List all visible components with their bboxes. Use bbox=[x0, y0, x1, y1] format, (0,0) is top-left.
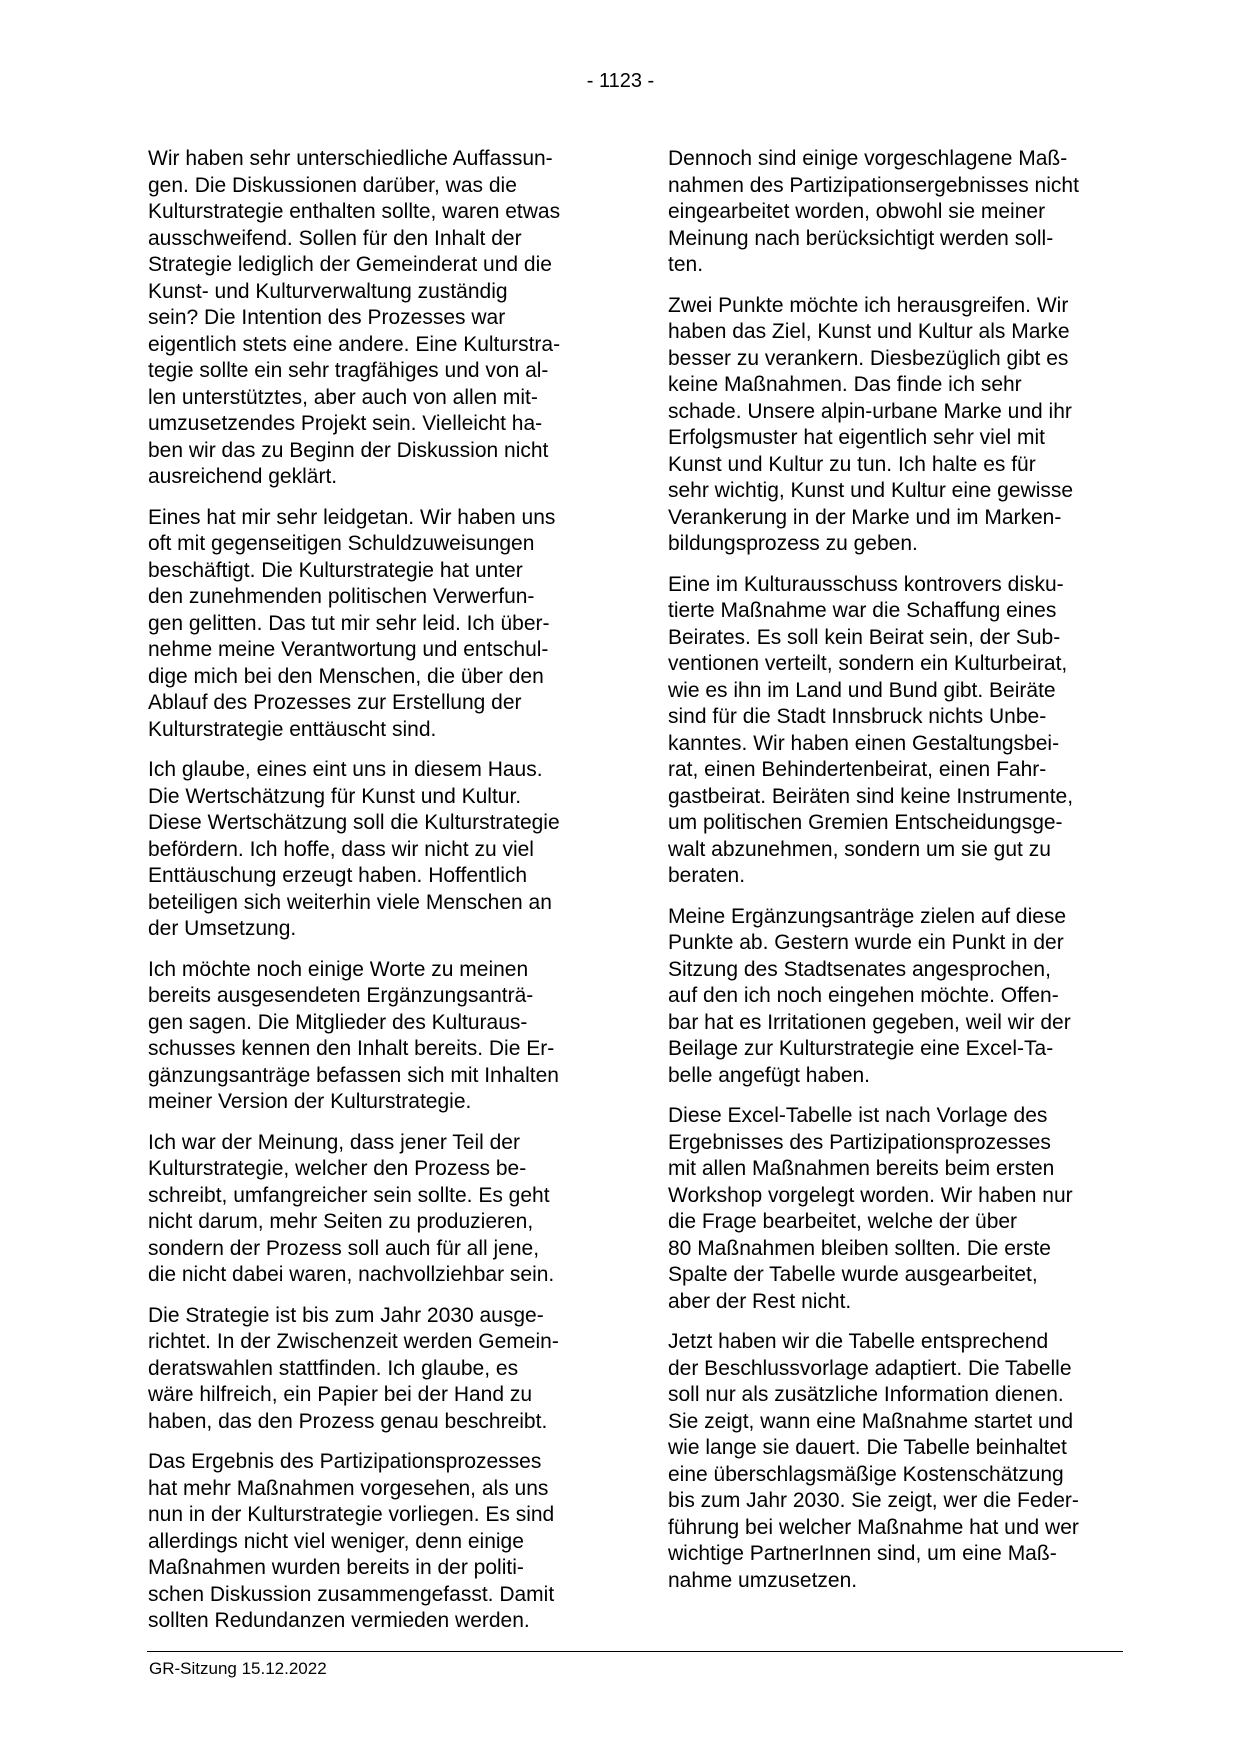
text-line: Eine im Kulturausschuss kontrovers disku- bbox=[668, 572, 1064, 596]
text-line: ten. bbox=[668, 253, 704, 276]
text-line: rat, einen Behindertenbeirat, einen Fahr- bbox=[668, 758, 1047, 781]
text-line: die nicht dabei waren, nachvollziehbar sein. bbox=[148, 1263, 555, 1286]
text-line: oft mit gegenseitigen Schuldzuweisungen bbox=[148, 532, 535, 555]
text-line: Die Wertschätzung für Kunst und Kultur. bbox=[148, 784, 522, 808]
text-line: Dennoch sind einige vorgeschlagene Maß- bbox=[668, 147, 1068, 170]
text-line: schen Diskussion zusammengefasst. Damit bbox=[148, 1582, 555, 1606]
text-line: nun in der Kulturstrategie vorliegen. Es sind bbox=[148, 1503, 555, 1526]
text-line: 80 Maßnahmen bleiben sollten. Die erste bbox=[668, 1236, 1051, 1260]
paragraph bbox=[668, 146, 1128, 279]
text-line: allerdings nicht viel weniger, denn einige bbox=[148, 1529, 524, 1553]
text-line: Erfolgsmuster hat eigentlich sehr viel mit bbox=[668, 426, 1045, 449]
text-line: wie lange sie dauert. Die Tabelle beinhaltet bbox=[668, 1436, 1067, 1459]
text-line: Eines hat mir sehr leidgetan. Wir haben uns bbox=[148, 505, 556, 529]
paragraph bbox=[668, 1103, 1128, 1315]
text-line: gen. Die Diskussionen darüber, was die bbox=[148, 173, 517, 197]
text-line: haben, das den Prozess genau beschreibt. bbox=[148, 1409, 548, 1433]
text-line: Kunst- und Kulturverwaltung zuständig bbox=[148, 279, 508, 303]
text-line: Sie zeigt, wann eine Maßnahme startet und bbox=[668, 1409, 1074, 1433]
paragraph bbox=[148, 1130, 602, 1289]
text-line: Kulturstrategie enthalten sollte, waren etwas bbox=[148, 200, 561, 223]
text-line: bar hat es Irritationen gegeben, weil wir der bbox=[668, 1010, 1071, 1034]
text-line: die Frage bearbeitet, welche der über bbox=[668, 1210, 1018, 1233]
text-line: Die Strategie ist bis zum Jahr 2030 ausge- bbox=[148, 1303, 544, 1327]
text-line: mit allen Maßnahmen bereits beim ersten bbox=[668, 1157, 1055, 1180]
text-line: ausreichend geklärt. bbox=[148, 465, 338, 488]
paragraph bbox=[668, 1329, 1128, 1594]
text-line: Meinung nach berücksichtigt werden soll- bbox=[668, 226, 1054, 250]
text-line: sind für die Stadt Innsbruck nichts Unbe- bbox=[668, 705, 1047, 728]
text-line: der Beschlussvorlage adaptiert. Die Tabelle bbox=[668, 1356, 1072, 1380]
paragraph bbox=[668, 572, 1128, 890]
text-line: schusses kennen den Inhalt bereits. Die Er- bbox=[148, 1037, 555, 1060]
text-line: Ich glaube, eines eint uns in diesem Haus. bbox=[148, 758, 543, 781]
right-column bbox=[668, 146, 1128, 1608]
text-line: besser zu verankern. Diesbezüglich gibt es bbox=[668, 346, 1069, 370]
text-line: soll nur als zusätzliche Information dienen. bbox=[668, 1383, 1064, 1406]
text-line: Beilage zur Kulturstrategie eine Excel-Ta- bbox=[668, 1037, 1054, 1060]
text-line: hat mehr Maßnahmen vorgesehen, als uns bbox=[148, 1476, 549, 1500]
paragraph bbox=[148, 146, 602, 491]
text-line: Ergebnisses des Partizipationsprozesses bbox=[668, 1130, 1051, 1154]
text-line: umzusetzendes Projekt sein. Vielleicht ha- bbox=[148, 412, 543, 435]
text-line: Kulturstrategie enttäuscht sind. bbox=[148, 717, 437, 741]
text-line: Ich möchte noch einige Worte zu meinen bbox=[148, 957, 529, 981]
text-line: wäre hilfreich, ein Papier bei der Hand zu bbox=[148, 1383, 533, 1406]
text-line: beraten. bbox=[668, 864, 746, 887]
text-line: deratswahlen stattfinden. Ich glaube, es bbox=[148, 1356, 519, 1380]
text-line: Maßnahmen wurden bereits in der politi- bbox=[148, 1556, 524, 1579]
text-line: Jetzt haben wir die Tabelle entsprechend bbox=[668, 1330, 1049, 1353]
text-line: sein? Die Intention des Prozesses war bbox=[148, 306, 506, 329]
paragraph bbox=[148, 1449, 602, 1635]
text-line: gen sagen. Die Mitglieder des Kulturaus- bbox=[148, 1010, 528, 1034]
text-line: kanntes. Wir haben einen Gestaltungsbei- bbox=[668, 731, 1060, 755]
text-line: eine überschlagsmäßige Kostenschätzung bbox=[668, 1462, 1064, 1486]
paragraph bbox=[148, 505, 602, 744]
text-line: ben wir das zu Beginn der Diskussion nicht bbox=[148, 438, 549, 462]
text-line: um politischen Gremien Entscheidungsge- bbox=[668, 811, 1063, 834]
text-line: Spalte der Tabelle wurde ausgearbeitet, bbox=[668, 1263, 1038, 1286]
text-line: führung bei welcher Maßnahme hat und wer bbox=[668, 1515, 1079, 1539]
text-line: Diese Excel-Tabelle ist nach Vorlage des bbox=[668, 1104, 1048, 1127]
text-line: tegie sollte ein sehr tragfähiges und von al- bbox=[148, 359, 549, 382]
text-line: beschäftigt. Die Kulturstrategie hat unter bbox=[148, 558, 523, 582]
text-line: walt abzunehmen, sondern um sie gut zu bbox=[668, 837, 1051, 861]
text-line: bis zum Jahr 2030. Sie zeigt, wer die Feder- bbox=[668, 1489, 1079, 1512]
left-column bbox=[148, 146, 602, 1649]
text-line: Sitzung des Stadtsenates angesprochen, bbox=[668, 957, 1051, 981]
text-line: wichtige PartnerInnen sind, um eine Maß- bbox=[668, 1542, 1057, 1565]
text-line: Zwei Punkte möchte ich herausgreifen. Wir bbox=[668, 293, 1069, 317]
text-line: nahme umzusetzen. bbox=[668, 1568, 858, 1592]
text-line: Workshop vorgelegt worden. Wir haben nur bbox=[668, 1183, 1073, 1207]
text-line: den zunehmenden politischen Verwerfun- bbox=[148, 585, 535, 608]
text-line: sondern der Prozess soll auch für all jene, bbox=[148, 1236, 540, 1260]
text-line: Wir haben sehr unterschiedliche Auffassun- bbox=[148, 147, 553, 170]
footer-rule bbox=[147, 1651, 1123, 1652]
text-line: eingearbeitet worden, obwohl sie meiner bbox=[668, 200, 1046, 223]
paragraph bbox=[148, 1303, 602, 1436]
text-line: sollten Redundanzen vermieden werden. bbox=[148, 1609, 530, 1632]
text-line: nicht darum, mehr Seiten zu produzieren, bbox=[148, 1210, 534, 1233]
text-line: sehr wichtig, Kunst und Kultur eine gewisse bbox=[668, 479, 1074, 502]
text-line: dige mich bei den Menschen, die über den bbox=[148, 664, 544, 688]
text-line: len unterstütztes, aber auch von allen mit- bbox=[148, 385, 538, 409]
text-line: Punkte ab. Gestern wurde ein Punkt in der bbox=[668, 931, 1064, 954]
text-line: Ich war der Meinung, dass jener Teil der bbox=[148, 1130, 520, 1154]
text-line: ausschweifend. Sollen für den Inhalt der bbox=[148, 226, 522, 250]
text-line: Ablauf des Prozesses zur Erstellung der bbox=[148, 691, 522, 714]
text-line: tierte Maßnahme war die Schaffung eines bbox=[668, 599, 1057, 622]
text-line: Verankerung in der Marke und im Marken- bbox=[668, 505, 1062, 529]
text-line: bildungsprozess zu geben. bbox=[668, 532, 918, 555]
text-line: Kunst und Kultur zu tun. Ich halte es für bbox=[668, 452, 1036, 476]
text-line: nahmen des Partizipationsergebnisses nicht bbox=[668, 173, 1079, 197]
text-line: gastbeirat. Beiräten sind keine Instrumente, bbox=[668, 784, 1074, 808]
text-line: haben das Ziel, Kunst und Kultur als Marke bbox=[668, 320, 1070, 343]
text-line: belle angefügt haben. bbox=[668, 1063, 871, 1087]
text-line: Kulturstrategie, welcher den Prozess be- bbox=[148, 1157, 527, 1180]
text-line: schreibt, umfangreicher sein sollte. Es geht bbox=[148, 1183, 550, 1207]
paragraph bbox=[148, 957, 602, 1116]
text-line: gänzungsanträge befassen sich mit Inhalten bbox=[148, 1063, 559, 1087]
footer-text: GR-Sitzung 15.12.2022 bbox=[149, 1659, 327, 1678]
paragraph bbox=[668, 904, 1128, 1090]
paragraph bbox=[668, 293, 1128, 558]
text-line: aber der Rest nicht. bbox=[668, 1289, 852, 1313]
text-line: Das Ergebnis des Partizipationsprozesses bbox=[148, 1450, 542, 1473]
text-line: gen gelitten. Das tut mir sehr leid. Ich über- bbox=[148, 611, 550, 635]
text-line: meiner Version der Kulturstrategie. bbox=[148, 1090, 472, 1113]
paragraph bbox=[148, 757, 602, 943]
text-line: Diese Wertschätzung soll die Kulturstrategie bbox=[148, 811, 560, 834]
text-line: nehme meine Verantwortung und entschul- bbox=[148, 638, 549, 661]
text-line: wie es ihn im Land und Bund gibt. Beiräte bbox=[668, 678, 1056, 702]
text-line: ventionen verteilt, sondern ein Kulturbeirat, bbox=[668, 652, 1068, 675]
text-line: Enttäuschung erzeugt haben. Hoffentlich bbox=[148, 864, 528, 887]
text-line: eigentlich stets eine andere. Eine Kulturstra- bbox=[148, 332, 561, 356]
text-line: richtet. In der Zwischenzeit werden Gemein- bbox=[148, 1330, 559, 1353]
text-line: keine Maßnahmen. Das finde ich sehr bbox=[668, 373, 1022, 396]
text-line: schade. Unsere alpin-urbane Marke und ihr bbox=[668, 399, 1072, 423]
text-line: beteiligen sich weiterhin viele Menschen an bbox=[148, 890, 552, 914]
text-line: Beirates. Es soll kein Beirat sein, der Sub- bbox=[668, 625, 1061, 649]
text-line: Meine Ergänzungsanträge zielen auf diese bbox=[668, 904, 1067, 928]
text-line: auf den ich noch eingehen möchte. Offen- bbox=[668, 984, 1059, 1007]
page-number: - 1123 - bbox=[586, 70, 655, 92]
text-line: Strategie lediglich der Gemeinderat und die bbox=[148, 253, 552, 276]
text-line: befördern. Ich hoffe, dass wir nicht zu viel bbox=[148, 837, 534, 861]
text-line: der Umsetzung. bbox=[148, 917, 297, 940]
text-line: bereits ausgesendeten Ergänzungsanträ- bbox=[148, 984, 534, 1007]
